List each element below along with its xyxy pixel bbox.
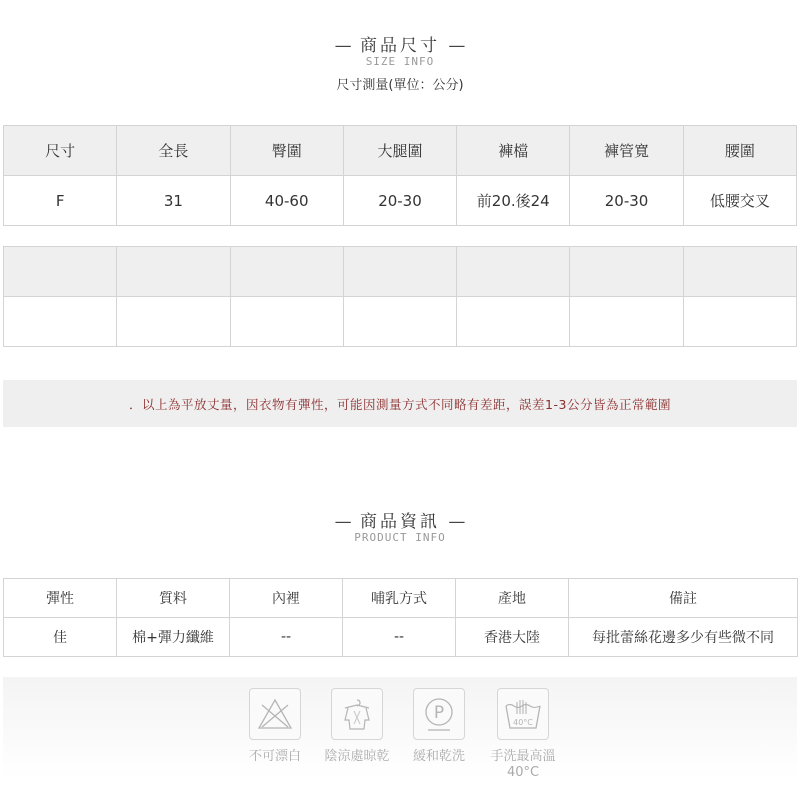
size-table — [3, 125, 797, 226]
care-label: 不可漂白 — [248, 749, 301, 764]
info-cell: 每批蕾絲花邊多少有些微不同 — [569, 618, 798, 657]
title-dash-left: — — [334, 512, 352, 532]
care-icon-box — [497, 688, 549, 740]
size-header-cell: 尺寸 — [4, 126, 117, 176]
size-section-subtitle: SIZE INFO — [365, 55, 435, 68]
size-header-cell: 腰圍 — [683, 126, 796, 176]
info-header-cell: 產地 — [456, 579, 569, 618]
empty-cell — [4, 297, 117, 347]
empty-cell — [4, 247, 117, 297]
unit-note: 尺寸測量(單位：公分) — [336, 78, 464, 93]
care-label: 緩和乾洗 — [412, 749, 465, 764]
info-header-cell: 備註 — [569, 579, 798, 618]
care-item-gentle-dry-clean — [394, 688, 484, 765]
empty-cell — [683, 297, 796, 347]
size-cell: 20-30 — [343, 176, 456, 226]
size-cell: 低腰交叉 — [683, 176, 796, 226]
empty-cell — [117, 247, 230, 297]
product-section-title — [0, 507, 800, 532]
empty-table-row — [4, 297, 797, 347]
care-item-no-bleach — [230, 688, 320, 765]
info-cell: 佳 — [4, 618, 117, 657]
info-header-cell: 哺乳方式 — [343, 579, 456, 618]
info-cell: 香港大陸 — [456, 618, 569, 657]
product-section-subtitle: PRODUCT INFO — [354, 531, 446, 544]
empty-cell — [570, 297, 683, 347]
care-label-line1: 手洗最高溫 — [490, 749, 556, 764]
table-row — [4, 176, 797, 226]
size-title-text: 商品尺寸 — [360, 36, 440, 56]
shade-dry-icon — [337, 694, 377, 734]
product-title-text: 商品資訊 — [360, 512, 440, 532]
empty-cell — [570, 247, 683, 297]
empty-cell — [683, 247, 796, 297]
size-cell: 前20.後24 — [457, 176, 570, 226]
care-icon-box — [413, 688, 465, 740]
empty-table-header-row — [4, 247, 797, 297]
empty-cell — [343, 247, 456, 297]
care-item-shade-dry — [312, 688, 402, 765]
info-header-cell: 內裡 — [230, 579, 343, 618]
title-dash-right: — — [448, 512, 466, 532]
info-cell: -- — [230, 618, 343, 657]
size-header-cell: 大腿圍 — [343, 126, 456, 176]
size-cell: 40-60 — [230, 176, 343, 226]
size-header-cell: 褲檔 — [457, 126, 570, 176]
dry-clean-symbol: P — [433, 703, 445, 723]
size-cell: 20-30 — [570, 176, 683, 226]
title-dash-right: — — [448, 36, 466, 56]
care-label — [478, 749, 568, 781]
hand-wash-icon — [502, 694, 544, 734]
info-header-cell: 質料 — [117, 579, 230, 618]
empty-cell — [230, 297, 343, 347]
care-icon-box — [331, 688, 383, 740]
empty-cell — [457, 247, 570, 297]
info-cell: -- — [343, 618, 456, 657]
empty-cell — [457, 297, 570, 347]
hand-wash-temp-mark: 40°C — [513, 718, 533, 727]
no-bleach-icon — [256, 697, 294, 731]
size-cell: F — [4, 176, 117, 226]
gentle-dry-clean-icon — [419, 694, 459, 734]
size-header-cell: 全長 — [117, 126, 230, 176]
care-label-line2: 40°C — [506, 765, 540, 780]
info-table-header-row — [4, 579, 798, 618]
empty-size-table — [3, 246, 797, 347]
size-cell: 31 — [117, 176, 230, 226]
size-section-title — [0, 31, 800, 56]
info-header-cell: 彈性 — [4, 579, 117, 618]
size-header-cell: 臀圍 — [230, 126, 343, 176]
empty-cell — [117, 297, 230, 347]
care-icon-box — [249, 688, 301, 740]
size-header-cell: 褲管寬 — [570, 126, 683, 176]
care-item-hand-wash — [478, 688, 568, 781]
title-dash-left: — — [334, 36, 352, 56]
size-table-header-row — [4, 126, 797, 176]
product-info-table — [3, 578, 798, 657]
info-cell: 棉+彈力纖維 — [117, 618, 230, 657]
table-row — [4, 618, 798, 657]
empty-cell — [343, 297, 456, 347]
empty-cell — [230, 247, 343, 297]
measurement-notice: ．以上為平放丈量，因衣物有彈性，可能因測量方式不同略有差距，誤差1-3公分皆為正常範圍 — [3, 380, 797, 427]
care-label: 陰涼處晾乾 — [324, 749, 390, 764]
